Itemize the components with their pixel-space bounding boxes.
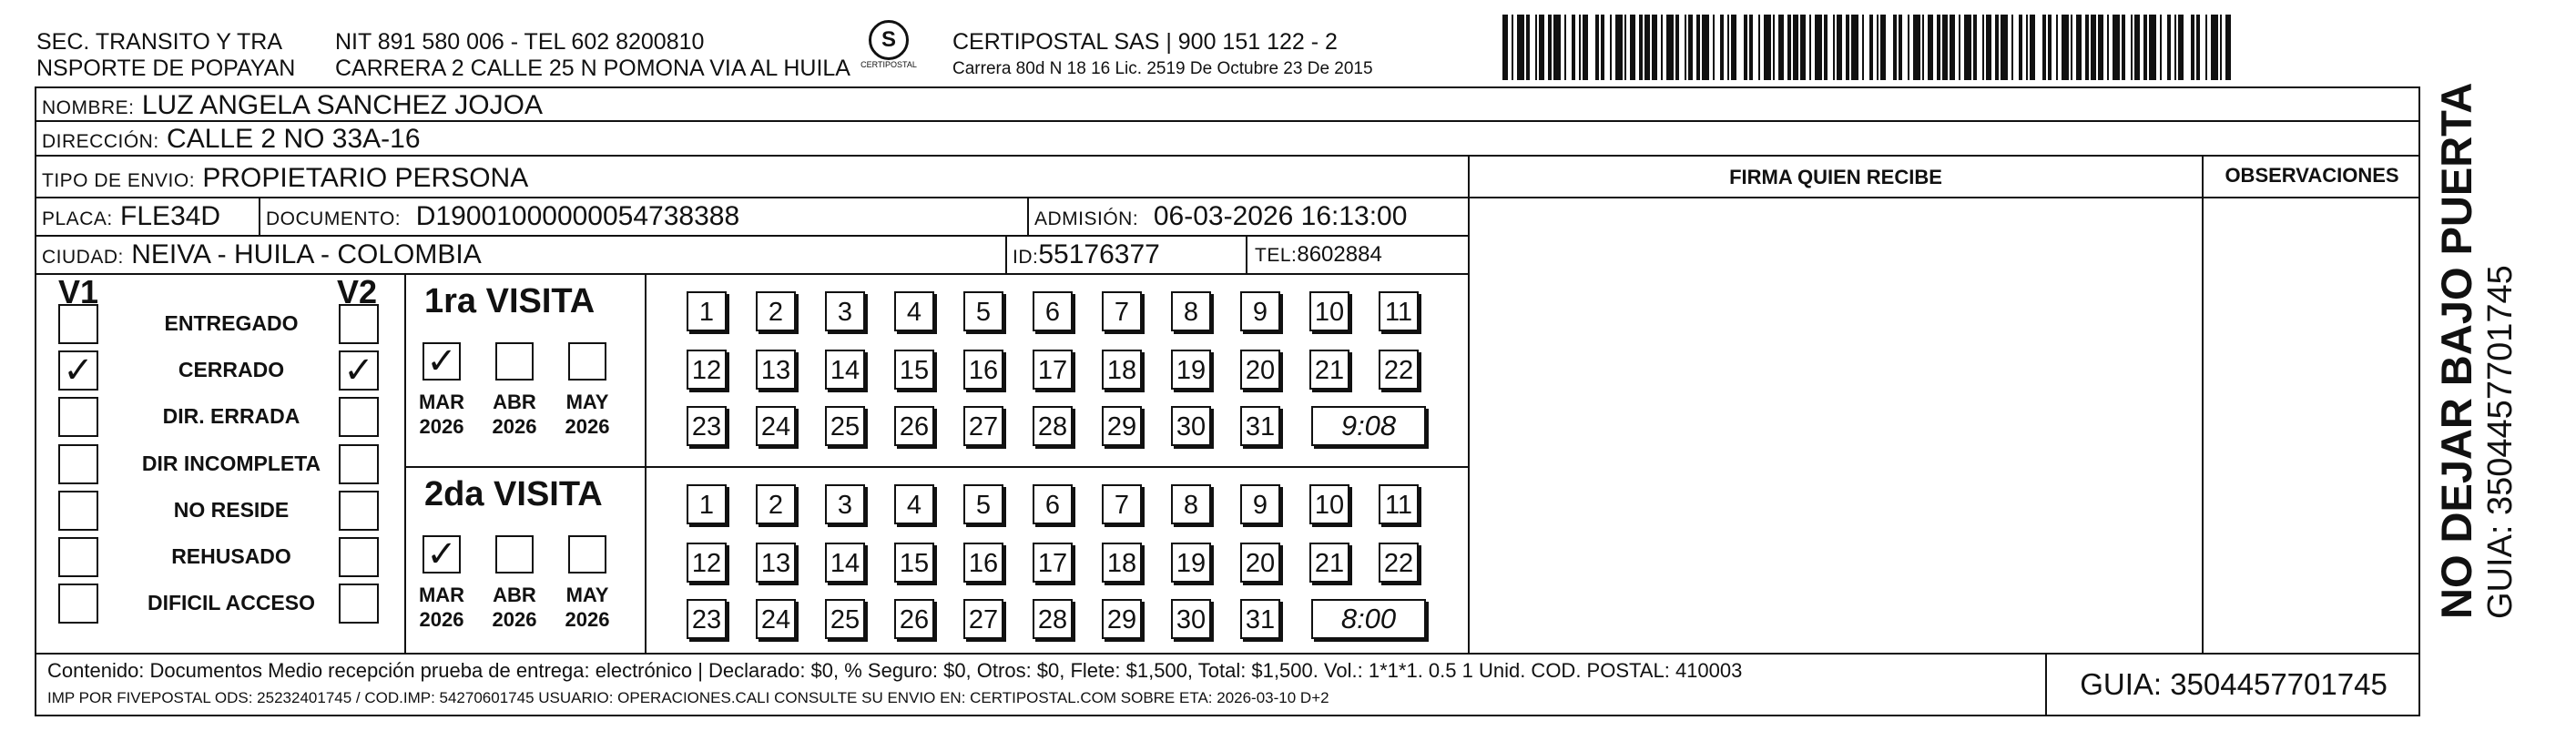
v2-checkbox[interactable] xyxy=(339,397,379,437)
id-field: ID:55176377 xyxy=(1013,239,1160,269)
v2-checkbox[interactable] xyxy=(339,491,379,531)
day-box[interactable]: 7 xyxy=(1102,291,1142,331)
status-label: DIR INCOMPLETA xyxy=(141,452,321,475)
month-checkbox[interactable] xyxy=(568,342,606,381)
contenido-text: Contenido: Documentos Medio recepción prueba de entrega: electrónico | Declarado: $0, % Seguro: $0, Otros: $0, Flete: $1,500, Total: $1,500. Vol.: 1*1*1. 0.5 1 Unid. COD. POSTAL: 410003 xyxy=(47,659,1743,682)
visit-time[interactable]: 8:00 xyxy=(1311,599,1426,639)
day-box[interactable]: 25 xyxy=(825,406,865,446)
observaciones-header: OBSERVACIONES xyxy=(2225,164,2399,187)
day-box[interactable]: 16 xyxy=(963,350,1003,390)
month-checkbox[interactable] xyxy=(495,342,534,381)
sender-contact: NIT 891 580 006 - TEL 602 8200810 CARRERA 2 CALLE 25 N POMONA VIA AL HUILA xyxy=(335,29,850,81)
day-box[interactable]: 26 xyxy=(894,599,934,639)
v1-checkbox[interactable] xyxy=(58,491,98,531)
month-label xyxy=(410,583,473,632)
month-year: 2026 xyxy=(419,608,464,631)
day-box[interactable]: 3 xyxy=(825,291,865,331)
status-label: NO RESIDE xyxy=(173,498,290,522)
day-box[interactable]: 6 xyxy=(1033,484,1073,524)
month-checkbox[interactable]: ✓ xyxy=(423,535,461,574)
day-box[interactable]: 4 xyxy=(894,484,934,524)
month-label xyxy=(483,583,546,632)
admision-field: ADMISIÓN: 06-03-2026 16:13:00 xyxy=(1034,201,1408,231)
day-box[interactable]: 1 xyxy=(687,484,727,524)
day-box[interactable]: 22 xyxy=(1379,543,1419,583)
day-box[interactable]: 2 xyxy=(756,484,796,524)
day-box[interactable]: 12 xyxy=(687,350,727,390)
day-box[interactable]: 15 xyxy=(894,543,934,583)
day-box[interactable]: 19 xyxy=(1171,543,1211,583)
certipostal-logo: S CERTIPOSTAL xyxy=(860,20,918,78)
day-box[interactable]: 2 xyxy=(756,291,796,331)
day-box[interactable]: 4 xyxy=(894,291,934,331)
day-box[interactable]: 17 xyxy=(1033,350,1073,390)
day-box[interactable]: 23 xyxy=(687,406,727,446)
v1-checkbox[interactable] xyxy=(58,304,98,344)
day-box[interactable]: 8 xyxy=(1171,291,1211,331)
direccion-row: DIRECCIÓN: CALLE 2 NO 33A-16 xyxy=(42,124,421,154)
v1-checkbox[interactable]: ✓ xyxy=(58,350,98,391)
day-box[interactable]: 27 xyxy=(963,599,1003,639)
month-year: 2026 xyxy=(492,608,537,631)
day-box[interactable]: 18 xyxy=(1102,543,1142,583)
visit-title: 1ra VISITA xyxy=(424,282,596,320)
status-label: REHUSADO xyxy=(171,544,291,568)
day-box[interactable]: 26 xyxy=(894,406,934,446)
day-box[interactable]: 11 xyxy=(1379,291,1419,331)
day-box[interactable]: 29 xyxy=(1102,406,1142,446)
day-box[interactable]: 20 xyxy=(1240,543,1280,583)
visit-time[interactable]: 9:08 xyxy=(1311,406,1426,446)
day-box[interactable]: 5 xyxy=(963,291,1003,331)
month-label xyxy=(483,390,546,439)
day-box[interactable]: 8 xyxy=(1171,484,1211,524)
v1-checkbox[interactable] xyxy=(58,537,98,577)
month-year: 2026 xyxy=(565,415,610,438)
month-name: MAR xyxy=(418,584,465,606)
ciudad-field: CIUDAD: NEIVA - HUILA - COLOMBIA xyxy=(42,239,482,269)
day-box[interactable]: 3 xyxy=(825,484,865,524)
day-box[interactable]: 23 xyxy=(687,599,727,639)
day-box[interactable]: 10 xyxy=(1309,484,1349,524)
day-box[interactable]: 13 xyxy=(756,350,796,390)
side-notice xyxy=(2432,82,2520,619)
tel-field: TEL:8602884 xyxy=(1255,242,1382,267)
month-name: MAY xyxy=(565,391,609,413)
day-box[interactable]: 1 xyxy=(687,291,727,331)
day-box[interactable]: 14 xyxy=(825,543,865,583)
v1-checkbox[interactable] xyxy=(58,584,98,624)
status-label: CERRADO xyxy=(178,358,285,381)
day-box[interactable]: 21 xyxy=(1309,350,1349,390)
day-box[interactable]: 29 xyxy=(1102,599,1142,639)
month-name: ABR xyxy=(493,584,536,606)
firma-header: FIRMA QUIEN RECIBE xyxy=(1729,166,1942,188)
status-label: ENTREGADO xyxy=(164,311,299,335)
month-checkbox[interactable]: ✓ xyxy=(423,342,461,381)
status-label: DIR. ERRADA xyxy=(162,404,300,428)
day-box[interactable]: 9 xyxy=(1240,291,1280,331)
day-box[interactable]: 11 xyxy=(1379,484,1419,524)
day-box[interactable]: 12 xyxy=(687,543,727,583)
month-name: ABR xyxy=(493,391,536,413)
day-box[interactable]: 31 xyxy=(1240,599,1280,639)
v2-checkbox[interactable] xyxy=(339,537,379,577)
v2-checkbox[interactable] xyxy=(339,444,379,484)
barcode xyxy=(1502,15,2231,80)
month-label xyxy=(555,583,619,632)
day-box[interactable]: 17 xyxy=(1033,543,1073,583)
day-box[interactable]: 6 xyxy=(1033,291,1073,331)
day-box[interactable]: 20 xyxy=(1240,350,1280,390)
day-box[interactable]: 28 xyxy=(1033,406,1073,446)
v1-checkbox[interactable] xyxy=(58,444,98,484)
v2-checkbox[interactable] xyxy=(339,584,379,624)
v1-header: V1 xyxy=(58,273,99,310)
carrier-info: CERTIPOSTAL SAS | 900 151 122 - 2 Carrera 80d N 18 16 Lic. 2519 De Octubre 23 De 2015 xyxy=(952,29,1373,78)
guia-number: GUIA: 3504457701745 xyxy=(2045,653,2420,716)
status-label: DIFICIL ACCESO xyxy=(147,591,315,614)
day-box[interactable]: 30 xyxy=(1171,406,1211,446)
visit-title: 2da VISITA xyxy=(424,475,603,513)
day-box[interactable]: 10 xyxy=(1309,291,1349,331)
nombre-row: NOMBRE: LUZ ANGELA SANCHEZ JOJOA xyxy=(42,90,543,120)
day-box[interactable]: 18 xyxy=(1102,350,1142,390)
month-year: 2026 xyxy=(419,415,464,438)
side-guia: GUIA: 3504457701745 xyxy=(2481,265,2520,619)
month-checkbox[interactable] xyxy=(568,535,606,574)
month-year: 2026 xyxy=(492,415,537,438)
day-box[interactable]: 9 xyxy=(1240,484,1280,524)
day-box[interactable]: 21 xyxy=(1309,543,1349,583)
day-box[interactable]: 7 xyxy=(1102,484,1142,524)
no-dejar-bajo-puerta: NO DEJAR BAJO PUERTA xyxy=(2432,82,2480,619)
imp-text: IMP POR FIVEPOSTAL ODS: 25232401745 / COD.IMP: 54270601745 USUARIO: OPERACIONES.CALI CONSULTE SU ENVIO EN: CERTIPOSTAL.COM SOBRE ETA: 2026-03-10 D+2 xyxy=(47,689,1329,706)
v2-header: V2 xyxy=(337,273,378,310)
placa-field: PLACA: FLE34D xyxy=(42,201,221,231)
v1-checkbox[interactable] xyxy=(58,397,98,437)
month-label xyxy=(555,390,619,439)
day-box[interactable]: 14 xyxy=(825,350,865,390)
month-year: 2026 xyxy=(565,608,610,631)
month-checkbox[interactable] xyxy=(495,535,534,574)
day-box[interactable]: 31 xyxy=(1240,406,1280,446)
month-name: MAY xyxy=(565,584,609,606)
day-box[interactable]: 5 xyxy=(963,484,1003,524)
sender-name: SEC. TRANSITO Y TRA NSPORTE DE POPAYAN xyxy=(36,29,296,81)
documento-field: DOCUMENTO: D19001000000054738388 xyxy=(266,201,740,231)
day-box[interactable]: 13 xyxy=(756,543,796,583)
day-box[interactable]: 27 xyxy=(963,406,1003,446)
day-box[interactable]: 28 xyxy=(1033,599,1073,639)
v2-checkbox[interactable]: ✓ xyxy=(339,350,379,391)
day-box[interactable]: 24 xyxy=(756,599,796,639)
v2-checkbox[interactable] xyxy=(339,304,379,344)
month-label xyxy=(410,390,473,439)
day-box[interactable]: 30 xyxy=(1171,599,1211,639)
day-box[interactable]: 16 xyxy=(963,543,1003,583)
day-box[interactable]: 24 xyxy=(756,406,796,446)
day-box[interactable]: 15 xyxy=(894,350,934,390)
day-box[interactable]: 19 xyxy=(1171,350,1211,390)
month-name: MAR xyxy=(418,391,465,413)
day-box[interactable]: 22 xyxy=(1379,350,1419,390)
day-box[interactable]: 25 xyxy=(825,599,865,639)
tipo-envio-row: TIPO DE ENVIO: PROPIETARIO PERSONA xyxy=(42,163,529,193)
